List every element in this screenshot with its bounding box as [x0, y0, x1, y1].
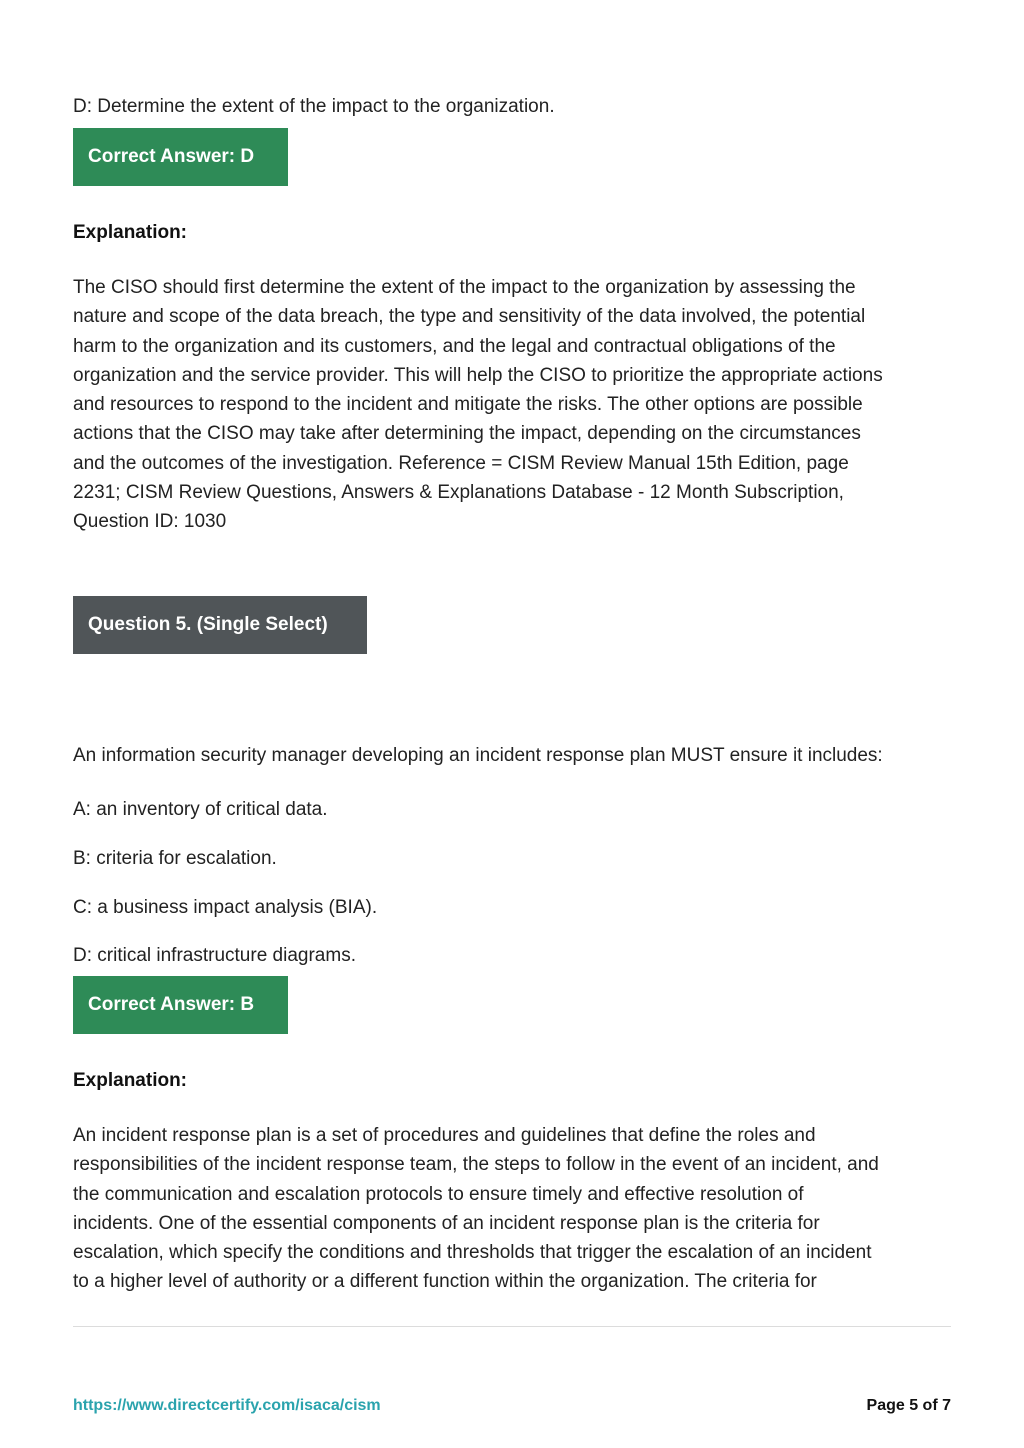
q5-explanation-line: escalation, which specify the conditions and thresholds that trigger the escalation of an incident [73, 1242, 872, 1264]
q5-explanation-line: incidents. One of the essential components of an incident response plan is the criteria for [73, 1212, 820, 1234]
q5-explanation-heading: Explanation: [73, 1070, 188, 1091]
q4-explanation-line: organization and the service provider. This will help the CISO to prioritize the appropriate actions [73, 364, 883, 386]
footer-url-link[interactable]: https://www.directcertify.com/isaca/cism [73, 1397, 381, 1414]
footer-divider [73, 1326, 951, 1327]
q4-explanation-heading: Explanation: [73, 222, 188, 243]
q5-correct-answer-badge [73, 976, 288, 1034]
q5-question-label-badge [73, 596, 367, 654]
q5-question-text: An information security manager developing an incident response plan MUST ensure it includes: [73, 745, 883, 766]
q5-explanation-line: the communication and escalation protocols to ensure timely and effective resolution of [73, 1183, 804, 1205]
q5-option-b: B: criteria for escalation. [73, 848, 277, 869]
q4-explanation-line: Question ID: 1030 [73, 511, 227, 533]
page-number: Page 5 of 7 [866, 1397, 951, 1414]
q5-explanation-line: responsibilities of the incident response team, the steps to follow in the event of an incident, and [73, 1154, 879, 1176]
q5-option-c: C: a business impact analysis (BIA). [73, 897, 378, 918]
q4-explanation-line: nature and scope of the data breach, the type and sensitivity of the data involved, the potential [73, 306, 866, 328]
q4-explanation-line: The CISO should first determine the extent of the impact to the organization by assessing the [73, 277, 856, 298]
q5-correct-answer-label: Correct Answer: B [88, 994, 255, 1015]
q4-correct-answer-badge [73, 128, 288, 186]
q4-explanation-line: and the outcomes of the investigation. Reference = CISM Review Manual 15th Edition, page [73, 452, 849, 474]
q5-explanation-line: An incident response plan is a set of procedures and guidelines that define the roles and [73, 1125, 816, 1146]
q4-option-d: D: Determine the extent of the impact to the organization. [73, 96, 555, 117]
q5-explanation-body [73, 1121, 879, 1297]
q5-explanation-line: to a higher level of authority or a different function within the organization. The criteria for [73, 1271, 817, 1293]
q5-question-label: Question 5. (Single Select) [88, 614, 328, 635]
q4-explanation-line: harm to the organization and its customers, and the legal and contractual obligations of the [73, 335, 836, 357]
q4-explanation-line: and resources to respond to the incident and mitigate the risks. The other options are possible [73, 394, 863, 416]
q5-option-d: D: critical infrastructure diagrams. [73, 945, 356, 966]
q4-explanation-line: actions that the CISO may take after determining the impact, depending on the circumstances [73, 423, 861, 445]
q4-correct-answer-label: Correct Answer: D [88, 146, 255, 167]
q4-explanation-body [73, 273, 883, 537]
q5-option-a: A: an inventory of critical data. [73, 799, 328, 820]
q4-explanation-line: 2231; CISM Review Questions, Answers & Explanations Database - 12 Month Subscription, [73, 482, 844, 504]
